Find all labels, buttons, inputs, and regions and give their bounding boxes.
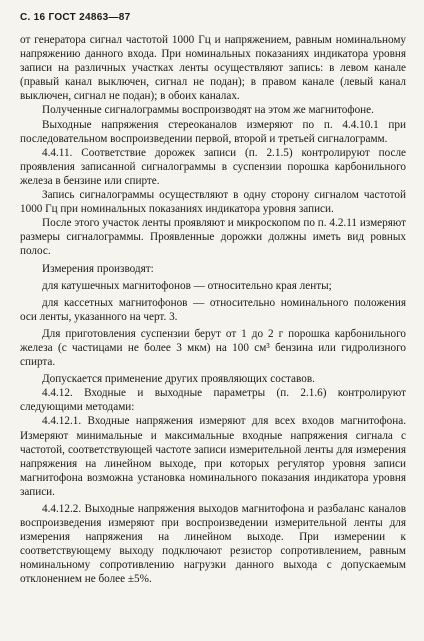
paragraph: Выходные напряжения стереоканалов измеряют по п. 4.4.10.1 при последовательном воспроизведении первой, второй и третьей сигналограмм. bbox=[20, 118, 406, 145]
paragraph: Измерения производят: bbox=[42, 262, 154, 275]
paragraph: 4.4.11. Соответствие дорожек записи (п. 2.1.5) контролируют после проявления записанной сигналограммы в суспензии порошка карбонильного железа в бензине или спирте. bbox=[20, 146, 406, 187]
paragraph: 4.4.12. Входные и выходные параметры (п. 2.1.6) контролируют следующими методами: bbox=[20, 387, 406, 414]
paragraph: для кассетных магнитофонов — относительно номинального положения оси ленты, указанного на черт. 3. bbox=[20, 296, 406, 323]
paragraph: 4.4.12.2. Выходные напряжения выходов магнитофона и разбаланс каналов воспроизведения измеряют при воспроизведении измерительной ленты для измерения напряжения на линейном выходе. При измерении к соответствующему выходу подключают резистор сопротивлением, равным номинальному сопротивлению нагрузки данного выхода с допускаемым отклонением не более ±5%. bbox=[20, 503, 406, 586]
body-text bbox=[20, 33, 406, 587]
paragraph: После этого участок ленты проявляют и микроскопом по п. 4.2.11 измеряют размеры сигналограммы. Проявленные дорожки должны иметь вид ровных полос. bbox=[20, 217, 406, 258]
paragraph: Запись сигналограммы осуществляют в одну сторону сигналом частотой 1000 Гц при номинальных показаниях индикатора уровня записи. bbox=[20, 189, 406, 216]
paragraph: 4.4.12.1. Входные напряжения измеряют для всех входов магнитофона. Измеряют минимальные и максимальные входные напряжения сигнала с частотой, соответствующей частоте записи измерительной ленты для измерения напряжения на линейном выходе, при которых регулятор уровня записи магнитофона возможна установка номинального показания индикатора уровня записи. bbox=[20, 415, 406, 498]
paragraph: Допускается применение других проявляющих составов. bbox=[42, 373, 315, 386]
paragraph: Полученные сигналограммы воспроизводят на этом же магнитофоне. bbox=[42, 104, 374, 117]
paragraph: от генератора сигнал частотой 1000 Гц и напряжением, равным номинальному напряжению данного входа. При номинальных показаниях индикатора уровня записи на различных участках ленты осуществляют запись: в левом канале (правый канал выключен, сигнал не подан); в правом канале (левый канал выключен, сигнал не подан); в обоих каналах. bbox=[20, 34, 406, 103]
paragraph: Для приготовления суспензии берут от 1 до 2 г порошка карбонильного железа (с частицами не более 3 мкм) на 100 см³ бензина или гидролизного спирта. bbox=[20, 327, 406, 369]
page-header: С. 16 ГОСТ 24863—87 bbox=[20, 12, 131, 23]
paragraph: для катушечных магнитофонов — относительно края ленты; bbox=[42, 279, 332, 292]
